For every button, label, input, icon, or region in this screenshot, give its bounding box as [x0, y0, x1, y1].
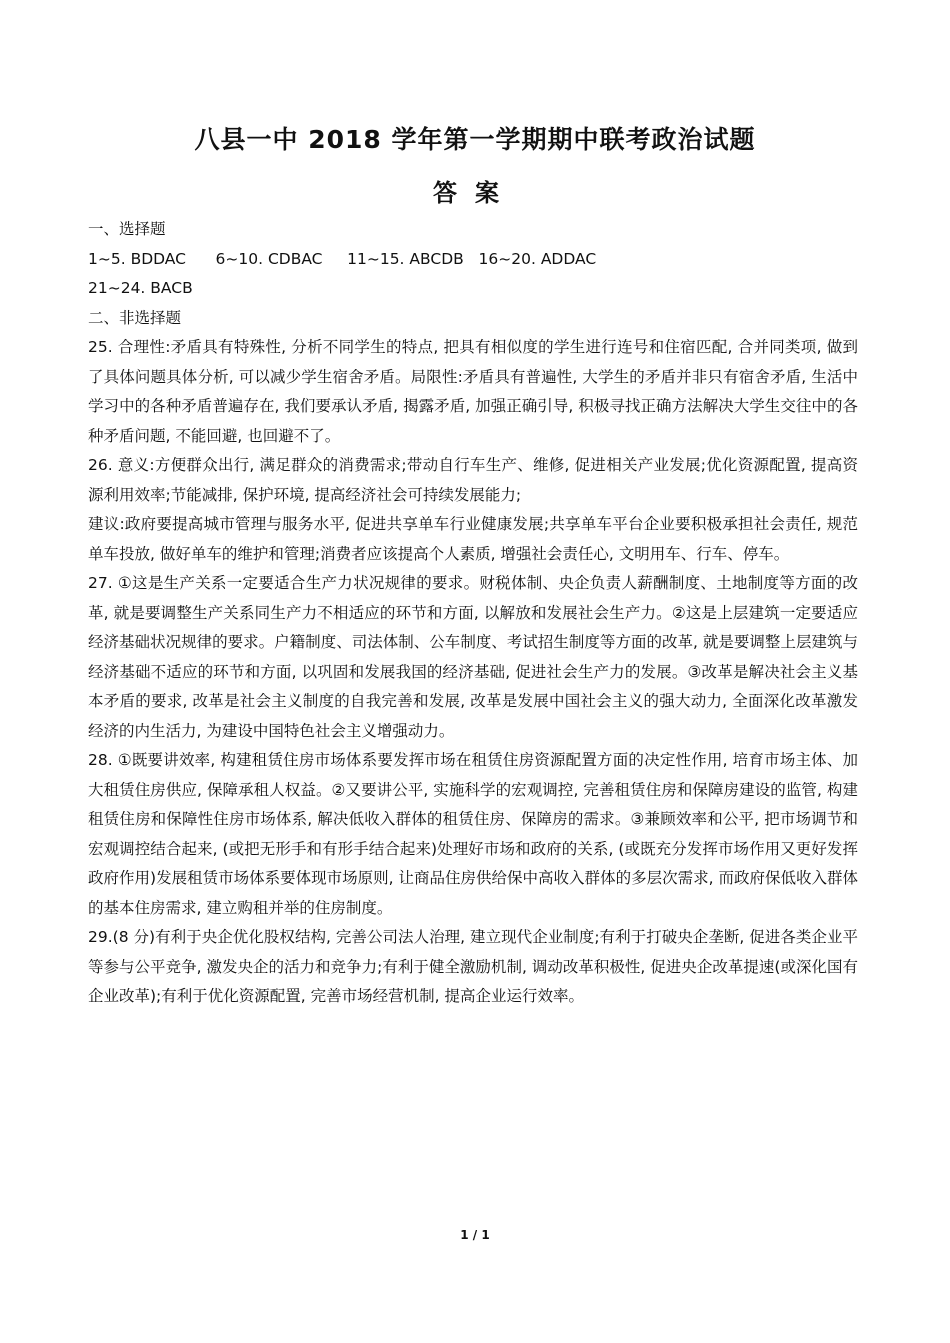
answer-content — [88, 215, 858, 1012]
nonchoice-section-heading: 二、非选择题 — [88, 308, 182, 327]
answer-q28: 28. ①既要讲效率, 构建租赁住房市场体系要发挥市场在租赁住房资源配置方面的决定性作用, 培育市场主体、加大租赁住房供应, 保障承租人权益。②又要讲公平, 实施科学的宏观调控, 完善租赁住房和保障房建设的监管, 构建租赁住房和保障性住房市场体系, 解决低收入群体的租赁住房、保障房的需求。③兼顾效率和公平, 把市场调节和宏观调控结合起来, (或把无形手和有形手结合起来)处理好市场和政府的关系, (或既充分发挥市场作用又更好发挥政府作用)发展租赁市场体系要体现市场原则, 让商品住房供给保中高收入群体的多层次需求, 而政府保低收入群体的基本住房需求, 建立购租并举的住房制度。 — [88, 751, 858, 917]
answer-q26-significance: 26. 意义:方便群众出行, 满足群众的消费需求;带动自行车生产、维修, 促进相关产业发展;优化资源配置, 提高资源利用效率;节能减排, 保护环境, 提高经济社会可持续发展能力; — [88, 456, 858, 504]
choice-section-heading: 一、选择题 — [88, 220, 166, 238]
answer-q27: 27. ①这是生产关系一定要适合生产力状况规律的要求。财税体制、央企负责人薪酬制度、土地制度等方面的改革, 就是要调整生产关系同生产力不相适应的环节和方面, 以解放和发展社会生产力。②这是上层建筑一定要适应经济基础状况规律的要求。户籍制度、司法体制、公车制度、考试招生制度等方面的改革, 就是要调整上层建筑与经济基础不适应的环节和方面, 以巩固和发展我国的经济基础, 促进社会生产力的发展。③改革是解决社会主义基本矛盾的要求, 改革是社会主义制度的自我完善和发展, 改革是发展中国社会主义的强大动力, 全面深化改革激发经济的内生活力, 为建设中国特色社会主义增强动力。 — [88, 574, 858, 740]
answer-q25: 25. 合理性:矛盾具有特殊性, 分析不同学生的特点, 把具有相似度的学生进行连号和住宿匹配, 合并同类项, 做到了具体问题具体分析, 可以减少学生宿舍矛盾。局限性:矛盾具有普遍性, 大学生的矛盾并非只有宿舍矛盾, 生活中学习中的各种矛盾普遍存在, 我们要承认矛盾, 揭露矛盾, 加强正确引导, 积极寻找正确方法解决大学生交往中的各种矛盾问题, 不能回避, 也回避不了。 — [88, 338, 858, 445]
page-title: 八县一中 2018 学年第一学期期中联考政治试题 — [194, 125, 756, 154]
page-number: 1 / 1 — [460, 1228, 490, 1242]
choice-answers-line-1: 1~5. BDDAC 6~10. CDBAC 11~15. ABCDB 16~20. ADDAC — [88, 249, 597, 268]
answer-q29: 29.(8 分)有利于央企优化股权结构, 完善公司法人治理, 建立现代企业制度;有利于打破央企垄断, 促进各类企业平等参与公平竞争, 激发央企的活力和竞争力;有利于健全激励机制, 调动改革积极性, 促进央企改革提速(或深化国有企业改革);有利于优化资源配置, 完善市场经营机制, 提高企业运行效率。 — [88, 928, 858, 1005]
page-subtitle: 答案 — [433, 179, 517, 207]
answer-q26-suggestions: 建议:政府要提高城市管理与服务水平, 促进共享单车行业健康发展;共享单车平台企业要积极承担社会责任, 规范单车投放, 做好单车的维护和管理;消费者应该提高个人素质, 增强社会责任心, 文明用车、行车、停车。 — [88, 515, 858, 563]
choice-answers-line-2: 21~24. BACB — [88, 279, 193, 297]
